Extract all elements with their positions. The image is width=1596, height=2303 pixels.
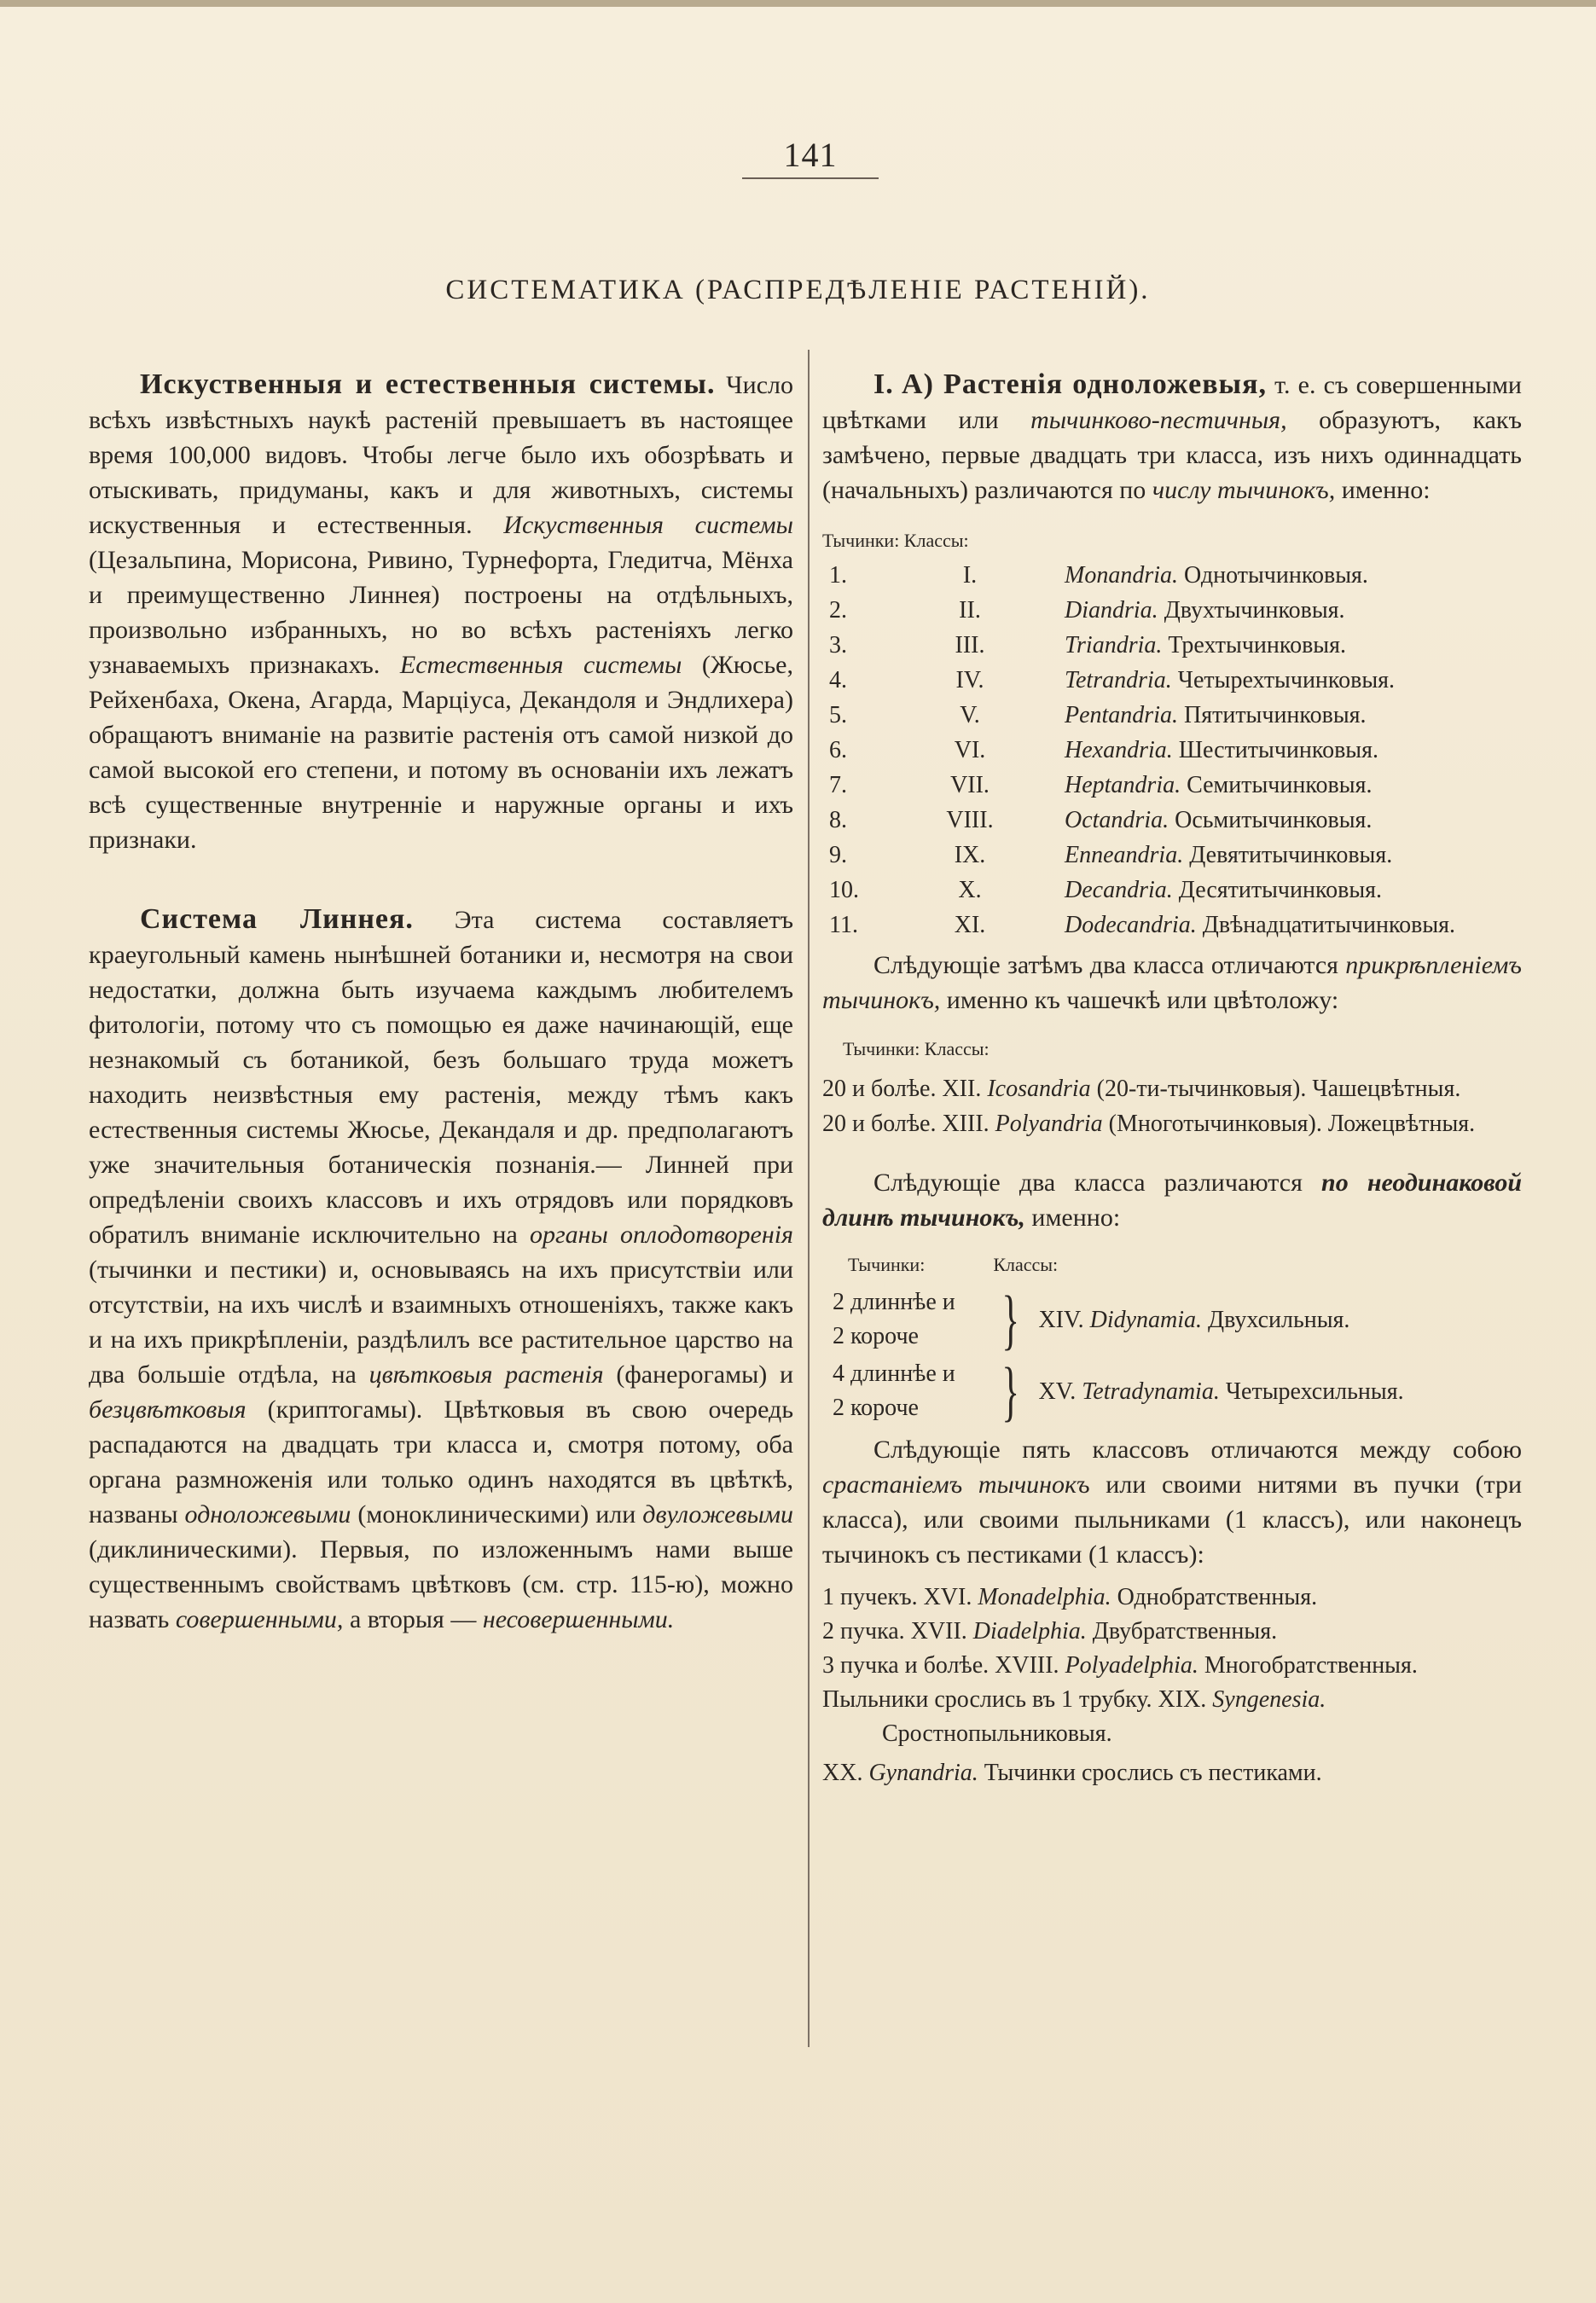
stamen-count: 1. [829,562,847,589]
class-row [822,733,1522,768]
latin-class-name: Enneandria. [1065,842,1184,868]
class-row [822,908,1522,943]
stamen-count: 5. [829,702,847,728]
class-name [1034,663,1522,698]
latin-class-name: Tetrandria. [1065,667,1172,693]
russian-class-name: Пятитычинковыя. [1184,702,1367,728]
fusion-class-list [822,1581,1522,1790]
class-name [1034,803,1522,838]
heading-artificial-natural-systems: Искуственныя и естественныя системы. [140,368,716,400]
paragraph-stamen-attachment: Слѣдующіе затѣмъ два класса отличаются прикрѣпленіемъ тычинокъ, именно къ чашечкѣ или цвѣтоложу: [822,951,1522,1014]
class-row [822,558,1522,593]
russian-class-name: Семитычинковыя. [1187,772,1373,798]
class-numeral: II. [959,597,981,624]
stamen-count: 6. [829,737,847,763]
class-numeral: X. [958,877,982,903]
class-row-xvi: 1 пучекъ. XVI. Monadelphia. Однобратственныя. [822,1584,1318,1610]
latin-class-name: Diandria. [1065,597,1158,624]
stamen-count: 10. [829,877,859,903]
class-row [822,803,1522,838]
class-row [822,593,1522,628]
class-row [822,873,1522,908]
class-numeral: VII. [950,772,990,798]
class-name [1034,698,1522,733]
stamen-count: 2. [829,597,847,624]
class-row [822,663,1522,698]
class-row-xix: Пыльники срослись въ 1 трубку. XIX. Syngenesia. Сростнопыльниковыя. [822,1686,1326,1747]
russian-class-name: Шеститычинковыя. [1178,737,1378,763]
class-numeral: VIII. [946,807,994,833]
russian-class-name: Двухтычинковыя. [1164,597,1345,624]
class-numeral: IX. [954,842,986,868]
paragraph-monoclinous-plants: I. A) Растенія одноложевыя, т. е. съ совершенными цвѣтками или тычинково-пестичныя, образуютъ, какъ замѣчено, первые двадцать три класса, изъ нихъ одиннадцать (начальныхъ) различаются по числу тычинокъ, именно: [822,368,1522,504]
russian-class-name: Двѣнадцатитычинковыя. [1202,912,1456,938]
stamen-count-table [822,523,1522,943]
class-row-xvii: 2 пучка. XVII. Diadelphia. Двубратственныя. [822,1618,1278,1645]
russian-class-name: Осьмитычинковыя. [1175,807,1373,833]
latin-class-name: Heptandria. [1065,772,1181,798]
stamen-count: 11. [829,912,858,938]
russian-class-name: Трехтычинковыя. [1168,632,1346,658]
brace-symbol: } [1001,1354,1020,1428]
table-header: Тычинки: Классы: [822,530,969,551]
page-top-edge [0,0,1596,7]
class-name [1034,768,1522,803]
class-row-xv: 4 длиннѣе и 2 короче } XV. Tetradynamia. Четырехсильныя. [833,1354,1404,1428]
heading-linnaeus-system: Система Линнея. [140,903,414,935]
latin-class-name: Hexandria. [1065,737,1173,763]
latin-class-name: Triandria. [1065,632,1163,658]
brace-symbol: } [1001,1282,1020,1356]
stamen-count: 3. [829,632,847,658]
class-row [822,838,1522,873]
stamen-count: 4. [829,667,847,693]
right-column [822,367,1522,1790]
latin-class-name: Octandria. [1065,807,1169,833]
class-row [822,698,1522,733]
class-numeral: III. [955,632,985,658]
latin-class-name: Decandria. [1065,877,1173,903]
column-divider [808,350,810,2047]
stamen-count: 7. [829,772,847,798]
heading-monoclinous-plants: I. A) Растенія одноложевыя, [873,368,1267,400]
class-row-xii: 20 и болѣе. XII. Icosandria (20-ти-тычинковыя). Чашецвѣтныя. [822,1076,1461,1102]
page-number: 141 [783,136,838,174]
class-name [1034,733,1522,768]
class-row-xx: XX. Gynandria. Тычинки срослись съ пестиками. [822,1760,1322,1786]
class-row [822,628,1522,663]
page-title: СИСТЕМАТИКА (РАСПРЕДѢЛЕНІЕ РАСТЕНІЙ). [445,275,1151,305]
latin-class-name: Dodecandria. [1065,912,1197,938]
class-numeral: VI. [954,737,986,763]
class-row-xviii: 3 пучка и болѣе. XVIII. Polyadelphia. Многобратственныя. [822,1652,1418,1679]
class-numeral: XI. [954,912,986,938]
class-numeral: IV. [955,667,984,693]
paragraph-artificial-natural-systems: Искуственныя и естественныя системы. Число всѣхъ извѣстныхъ наукѣ растеній превышаетъ въ настоящее время 100,000 видовъ. Чтобы легче было ихъ обозрѣвать и отыскивать, придуманы, какъ и для животныхъ, системы искуственныя и естественныя. Искуственныя системы (Цезальпина, Морисона, Ривино, Турнефорта, Гледитча, Мёнха и преимущественно Линнея) построены на отдѣльныхъ, произвольно избранныхъ, но во всѣхъ растеніяхъ легко узнаваемыхъ признакахъ. Естественныя системы (Жюсье, Рейхенбаха, Окена, Агарда, Марціуса, Декандоля и Эндлихера) обращаютъ вниманіе на развитіе растенія отъ самой низкой до самой высокой его степени, и потому въ основаніи ихъ лежатъ всѣ существенные внутренніе и наружные органы и ихъ признаки. [89,368,793,854]
paragraph-linnaeus-system: Система Линнея. Эта система составляетъ краеугольный камень нынѣшней ботаники и, несмотря на свои недостатки, должна быть изучаема каждымъ любителемъ фитологіи, потому что съ помощью ея даже начинающій, еще незнакомый съ ботаникой, безъ большаго труда можетъ находить неизвѣстныя ему растенія, между тѣмъ какъ естественныя системы Жюсье, Декандаля и др. предполагаютъ уже значительныя ботаническія познанія.— Линней при опредѣленіи своихъ классовъ и ихъ отрядовъ или порядковъ обратилъ вниманіе исключительно на органы оплодотворенія (тычинки и пестики) и, основываясь на ихъ присутствіи или отсутствіи, на ихъ числѣ и взаимныхъ отношеніяхъ, также какъ и на ихъ прикрѣпленіи, раздѣлилъ все растительное царство на два большіе отдѣла, на цвѣтковыя растенія (фанерогамы) и безцвѣтковыя (криптогамы). Цвѣтковыя въ свою очередь распадаются на двадцать три класса и, смотря потому, оба органа размноженія или только одинъ находятся въ цвѣткѣ, названы одноложевыми (моноклиническими) или двуложевыми (диклиническими). Первыя, по изложеннымъ нами выше существеннымъ свойствамъ цвѣтковъ (см. стр. 115-ю), можно назвать совершенными, а вторыя — несовершенными. [89,903,794,1633]
latin-class-name: Monandria. [1065,562,1178,589]
class-name [1034,593,1522,628]
russian-class-name: Десятитычинковыя. [1178,877,1383,903]
class-row [822,768,1522,803]
russian-class-name: Четырехтычинковыя. [1177,667,1396,693]
table-header: Тычинки: Классы: [848,1254,1059,1275]
latin-class-name: Pentandria. [1065,702,1178,728]
paragraph-stamen-fusion: Слѣдующіе пять классовъ отличаются между собою срастаніемъ тычинокъ или своими нитями въ пучки (три класса), или своими пыльниками (1 классъ), или наконецъ тычинокъ съ пестиками (1 классъ): [822,1436,1522,1569]
paragraph-stamen-length: Слѣдующіе два класса различаются по неодинаковой длинѣ тычинокъ, именно: [822,1169,1523,1232]
class-row-xiv: 2 длиннѣе и 2 короче } XIV. Didynamia. Двухсильныя. [833,1282,1350,1356]
stamen-count: 9. [829,842,847,868]
russian-class-name: Однотычинковыя. [1184,562,1368,589]
left-column [89,367,793,1637]
class-name [1034,628,1522,663]
class-rows [822,558,1522,943]
spacer [89,857,793,902]
class-name [1034,838,1522,873]
class-name [1034,558,1522,593]
class-numeral: V. [960,702,980,728]
russian-class-name: Девятитычинковыя. [1189,842,1393,868]
class-numeral: I. [962,562,978,589]
stamen-count: 8. [829,807,847,833]
page-number-rule [742,177,879,179]
class-name [1034,873,1522,908]
class-row-xiii: 20 и болѣе. XIII. Polyandria (Многотычинковыя). Ложецвѣтныя. [822,1111,1476,1137]
table-header: Тычинки: Классы: [843,1038,990,1059]
class-name [1034,908,1522,943]
